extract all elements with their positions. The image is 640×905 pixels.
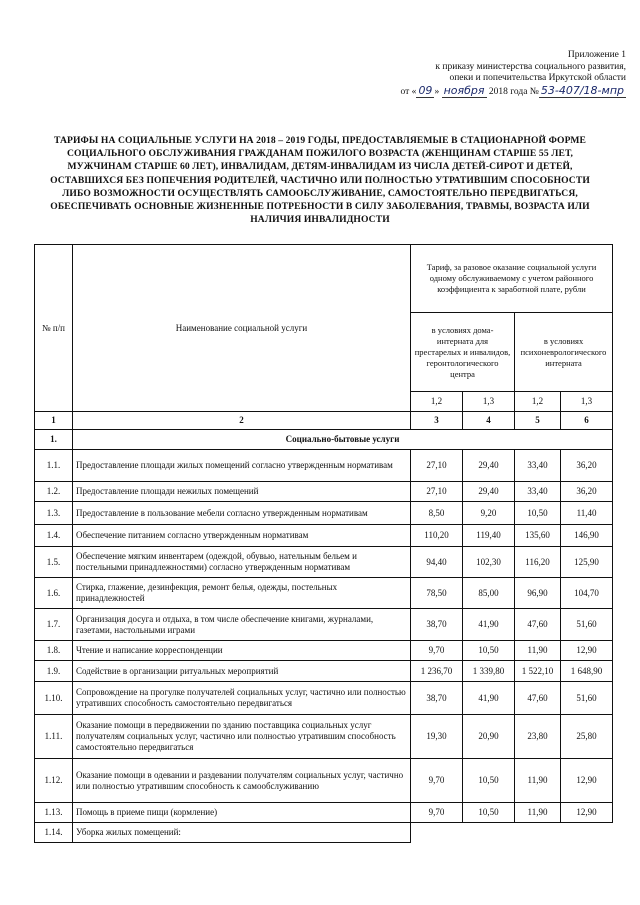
- row-value: 25,80: [561, 715, 613, 759]
- row-num: 1.4.: [35, 525, 73, 547]
- row-service: Оказание помощи в одевании и раздевании получателям социальных услуг, частично или полностью утратившим способность к самообслуживанию: [73, 759, 411, 803]
- empty-cell: [463, 823, 515, 843]
- coef-cell: 1,2: [411, 392, 463, 412]
- date-year: 2018 года №: [486, 86, 539, 97]
- table-row: [35, 578, 613, 609]
- row-num: 1.2.: [35, 482, 73, 502]
- header-tariff: Тариф, за разовое оказание социальной услуги одному обслуживаемому с учетом районного коэффициента к заработной плате, рубли: [411, 245, 613, 313]
- table-row: [35, 682, 613, 715]
- row-value: 38,70: [411, 682, 463, 715]
- table-header-row: [35, 245, 613, 313]
- table-row: [35, 661, 613, 682]
- row-num: 1.13.: [35, 803, 73, 823]
- row-num: 1.1.: [35, 450, 73, 482]
- row-value: 12,90: [561, 759, 613, 803]
- row-value: 11,90: [515, 759, 561, 803]
- row-value: 47,60: [515, 682, 561, 715]
- row-num: 1.10.: [35, 682, 73, 715]
- colnum-cell: 6: [561, 412, 613, 430]
- row-num: 1.6.: [35, 578, 73, 609]
- row-num: 1.14.: [35, 823, 73, 843]
- row-value: 33,40: [515, 482, 561, 502]
- date-prefix: от «: [400, 86, 417, 97]
- row-value: 23,80: [515, 715, 561, 759]
- row-service: Предоставление площади нежилых помещений: [73, 482, 411, 502]
- row-value: 10,50: [515, 502, 561, 525]
- row-value: 110,20: [411, 525, 463, 547]
- row-service: Содействие в организации ритуальных мероприятий: [73, 661, 411, 682]
- date-day: 09: [418, 83, 433, 97]
- tariff-table: [34, 244, 613, 843]
- row-service: Обеспечение питанием согласно утвержденным нормативам: [73, 525, 411, 547]
- row-num: 1.5.: [35, 547, 73, 578]
- row-value: 11,40: [561, 502, 613, 525]
- row-value: 19,30: [411, 715, 463, 759]
- row-num: 1.7.: [35, 609, 73, 641]
- row-value: 85,00: [463, 578, 515, 609]
- appendix-order-line: к приказу министерства социального развития,: [435, 61, 626, 72]
- table-row: [35, 502, 613, 525]
- header-num: № п/п: [35, 245, 73, 412]
- row-value: 51,60: [561, 682, 613, 715]
- row-service: Предоставление в пользование мебели согласно утвержденным нормативам: [73, 502, 411, 525]
- row-num: 1.8.: [35, 641, 73, 661]
- section-num: 1.: [35, 430, 73, 450]
- row-value: 10,50: [463, 803, 515, 823]
- row-value: 1 522,10: [515, 661, 561, 682]
- row-value: 119,40: [463, 525, 515, 547]
- row-value: 27,10: [411, 450, 463, 482]
- row-value: 146,90: [561, 525, 613, 547]
- row-value: 135,60: [515, 525, 561, 547]
- colnum-cell: 1: [35, 412, 73, 430]
- row-value: 11,90: [515, 641, 561, 661]
- row-service: Сопровождение на прогулке получателей социальных услуг, частично или полностью утративших способность самостоятельно передвигаться: [73, 682, 411, 715]
- row-value: 9,70: [411, 803, 463, 823]
- table-row: [35, 759, 613, 803]
- row-num: 1.3.: [35, 502, 73, 525]
- section-title: Социально-бытовые услуги: [73, 430, 613, 450]
- document-title: ТАРИФЫ НА СОЦИАЛЬНЫЕ УСЛУГИ НА 2018 – 2019 ГОДЫ, ПРЕДОСТАВЛЯЕМЫЕ В СТАЦИОНАРНОЙ ФОРМЕ СОЦИАЛЬНОГО ОБСЛУЖИВАНИЯ ГРАЖДАНАМ ПОЖИЛОГО ВОЗРАСТА (ЖЕНЩИНАМ СТАРШЕ 55 ЛЕТ, МУЖЧИНАМ СТАРШЕ 60 ЛЕТ), ИНВАЛИДАМ, ДЕТЯМ-ИНВАЛИДАМ ИЗ ЧИСЛА ДЕТЕЙ-СИРОТ И ДЕТЕЙ, ОСТАВШИХСЯ БЕЗ ПОПЕЧЕНИЯ РОДИТЕЛЕЙ, ЧАСТИЧНО ИЛИ ПОЛНОСТЬЮ УТРАТИВШИМ СПОСОБНОСТИ ЛИБО ВОЗМОЖНОСТИ ОСУЩЕСТВЛЯТЬ САМООБСЛУЖИВАНИЕ, САМОСТОЯТЕЛЬНО ПЕРЕДВИГАТЬСЯ, ОБЕСПЕЧИВАТЬ ОСНОВНЫЕ ЖИЗНЕННЫЕ ПОТРЕБНОСТИ В СИЛУ ЗАБОЛЕВАНИЯ, ТРАВМЫ, ВОЗРАСТА ИЛИ НАЛИЧИЯ ИНВАЛИДНОСТИ: [50, 135, 590, 226]
- row-value: 41,90: [463, 609, 515, 641]
- row-value: 8,50: [411, 502, 463, 525]
- row-value: 104,70: [561, 578, 613, 609]
- row-service: Уборка жилых помещений:: [73, 823, 411, 843]
- row-value: 29,40: [463, 450, 515, 482]
- colnum-cell: 4: [463, 412, 515, 430]
- row-service: Стирка, глажение, дезинфекция, ремонт белья, одежды, постельных принадлежностей: [73, 578, 411, 609]
- row-value: 12,90: [561, 641, 613, 661]
- row-value: 1 648,90: [561, 661, 613, 682]
- table-row: [35, 641, 613, 661]
- row-value: 9,70: [411, 759, 463, 803]
- row-value: 116,20: [515, 547, 561, 578]
- appendix-block: [326, 50, 626, 98]
- row-value: 10,50: [463, 641, 515, 661]
- colnum-cell: 5: [515, 412, 561, 430]
- row-value: 10,50: [463, 759, 515, 803]
- date-mid: »: [434, 86, 440, 97]
- colnum-cell: 3: [411, 412, 463, 430]
- row-value: 9,70: [411, 641, 463, 661]
- row-service: Оказание помощи в передвижении по зданию поставщика социальных услуг получателям социальных услуг, частично или полностью утратившим способность самостоятельно передвигаться: [73, 715, 411, 759]
- row-service: Обеспечение мягким инвентарем (одеждой, обувью, нательным бельем и постельными принадлежностями) согласно утвержденным нормативам: [73, 547, 411, 578]
- table-row: [35, 609, 613, 641]
- coef-cell: 1,2: [515, 392, 561, 412]
- table-row: [35, 715, 613, 759]
- colnum-cell: 2: [73, 412, 411, 430]
- header-group-nursing-home: в условиях дома-интерната для престарелых и инвалидов, геронтологического центра: [411, 313, 515, 392]
- date-month: ноября: [443, 83, 485, 97]
- row-value: 12,90: [561, 803, 613, 823]
- row-value: 51,60: [561, 609, 613, 641]
- row-value: 20,90: [463, 715, 515, 759]
- row-value: 11,90: [515, 803, 561, 823]
- row-service: Организация досуга и отдыха, в том числе обеспечение книгами, журналами, газетами, настольными играми: [73, 609, 411, 641]
- row-value: 33,40: [515, 450, 561, 482]
- row-value: 94,40: [411, 547, 463, 578]
- column-numbers-row: [35, 412, 613, 430]
- row-service: Чтение и написание корреспонденции: [73, 641, 411, 661]
- table-row: [35, 803, 613, 823]
- row-value: 41,90: [463, 682, 515, 715]
- header-group-psychoneuro: в условиях психоневрологического интерната: [515, 313, 613, 392]
- row-value: 125,90: [561, 547, 613, 578]
- empty-cell: [411, 823, 463, 843]
- row-value: 47,60: [515, 609, 561, 641]
- row-value: 1 236,70: [411, 661, 463, 682]
- empty-cell: [515, 823, 561, 843]
- appendix-title: Приложение 1: [567, 50, 626, 60]
- row-value: 36,20: [561, 450, 613, 482]
- row-service: Предоставление площади жилых помещений согласно утвержденным нормативам: [73, 450, 411, 482]
- row-value: 27,10: [411, 482, 463, 502]
- header-service-name: Наименование социальной услуги: [73, 245, 411, 412]
- row-num: 1.9.: [35, 661, 73, 682]
- document-number: 53-407/18-мпр: [540, 83, 624, 97]
- row-value: 9,20: [463, 502, 515, 525]
- empty-cell: [561, 823, 613, 843]
- row-value: 1 339,80: [463, 661, 515, 682]
- row-num: 1.12.: [35, 759, 73, 803]
- row-value: 36,20: [561, 482, 613, 502]
- row-value: 78,50: [411, 578, 463, 609]
- row-value: 96,90: [515, 578, 561, 609]
- table-row: [35, 482, 613, 502]
- coef-cell: 1,3: [463, 392, 515, 412]
- row-service: Помощь в приеме пищи (кормление): [73, 803, 411, 823]
- section-row: [35, 430, 613, 450]
- table-row: [35, 547, 613, 578]
- appendix-date-line: [326, 85, 626, 99]
- row-value: 102,30: [463, 547, 515, 578]
- row-value: 29,40: [463, 482, 515, 502]
- appendix-ministry-line: опеки и попечительства Иркутской области: [449, 73, 626, 83]
- row-num: 1.11.: [35, 715, 73, 759]
- coef-cell: 1,3: [561, 392, 613, 412]
- table-row: [35, 525, 613, 547]
- table-row: [35, 450, 613, 482]
- table-row: [35, 823, 613, 843]
- row-value: 38,70: [411, 609, 463, 641]
